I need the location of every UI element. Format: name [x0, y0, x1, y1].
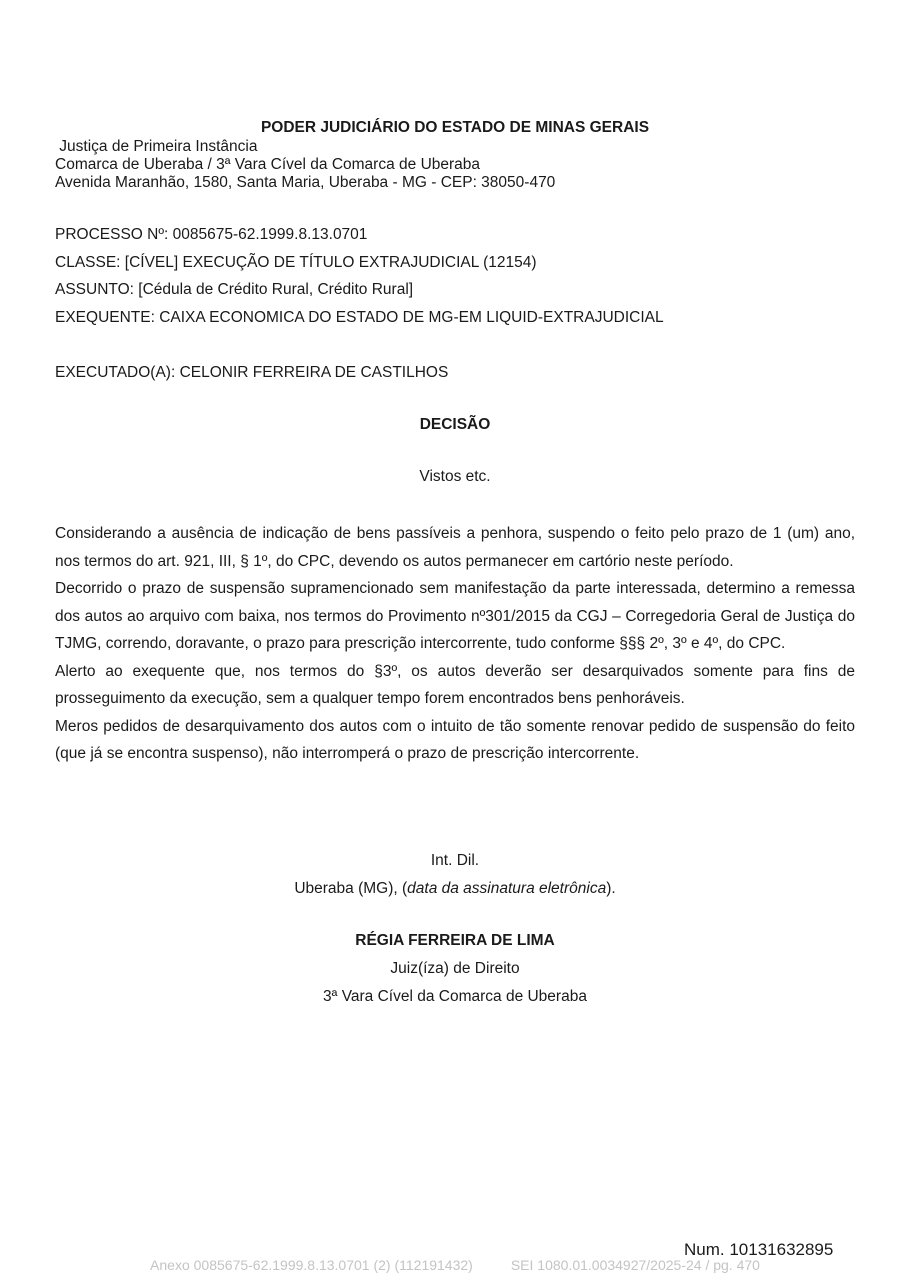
paragraph: Meros pedidos de desarquivamento dos autos com o intuito de tão somente renovar pedido de suspensão do feito (que já se encontra suspenso), não interromperá o prazo de prescrição intercorrente.	[55, 717, 855, 762]
place-suffix: ).	[606, 880, 616, 897]
place-date-line	[0, 880, 910, 898]
signature-date-note: data da assinatura eletrônica	[407, 880, 607, 897]
decision-body	[55, 520, 855, 768]
paragraph: Considerando a ausência de indicação de bens passíveis a penhora, suspendo o feito pelo prazo de 1 (um) ano, nos termos do art. 921, III, § 1º, do CPC, devendo os autos permanecer em cartório neste período.	[55, 525, 855, 570]
sei-reference: SEI 1080.01.0034927/2025-24 / pg. 470	[510, 1257, 760, 1273]
exequente-line: EXEQUENTE: CAIXA ECONOMICA DO ESTADO DE MG-EM LIQUID-EXTRAJUDICIAL	[55, 309, 664, 326]
decision-title: DECISÃO	[419, 416, 491, 433]
vistos-line: Vistos etc.	[419, 468, 491, 485]
paragraph: Alerto ao exequente que, nos termos do §3º, os autos deverão ser desarquivados somente para fins de prosseguimento da execução, sem a qualquer tempo forem encontrados bens penhoráveis.	[55, 662, 855, 707]
classe-line: CLASSE: [CÍVEL] EXECUÇÃO DE TÍTULO EXTRAJUDICIAL (12154)	[55, 254, 537, 271]
executado-line: EXECUTADO(A): CELONIR FERREIRA DE CASTILHOS	[55, 364, 449, 381]
paragraph: Decorrido o prazo de suspensão supramencionado sem manifestação da parte interessada, determino a remessa dos autos ao arquivo com baixa, nos termos do Provimento nº301/2015 da CGJ – Corregedoria Geral de Justiça do TJMG, correndo, doravante, o prazo para prescrição intercorrente, tudo conforme §§§ 2º, 3º e 4º, do CPC.	[55, 580, 855, 652]
place-prefix: Uberaba (MG), (	[294, 880, 408, 897]
comarca-line: Comarca de Uberaba / 3ª Vara Cível da Comarca de Uberaba	[55, 156, 481, 173]
address-line: Avenida Maranhão, 1580, Santa Maria, Uberaba - MG - CEP: 38050-470	[55, 174, 556, 191]
int-dil: Int. Dil.	[430, 852, 480, 869]
judge-name: RÉGIA FERREIRA DE LIMA	[355, 932, 555, 949]
assunto-line: ASSUNTO: [Cédula de Crédito Rural, Crédito Rural]	[55, 281, 414, 298]
document-number: Num. 10131632895	[684, 1240, 834, 1259]
judge-court: 3ª Vara Cível da Comarca de Uberaba	[323, 988, 587, 1005]
processo-number: PROCESSO Nº: 0085675-62.1999.8.13.0701	[55, 226, 368, 243]
instance-line: Justiça de Primeira Instância	[55, 138, 258, 155]
page-footer	[0, 1257, 910, 1273]
judge-role: Juiz(íza) de Direito	[390, 960, 520, 977]
annex-reference: Anexo 0085675-62.1999.8.13.0701 (2) (112191432)	[150, 1257, 473, 1273]
court-title: PODER JUDICIÁRIO DO ESTADO DE MINAS GERAIS	[260, 119, 650, 136]
